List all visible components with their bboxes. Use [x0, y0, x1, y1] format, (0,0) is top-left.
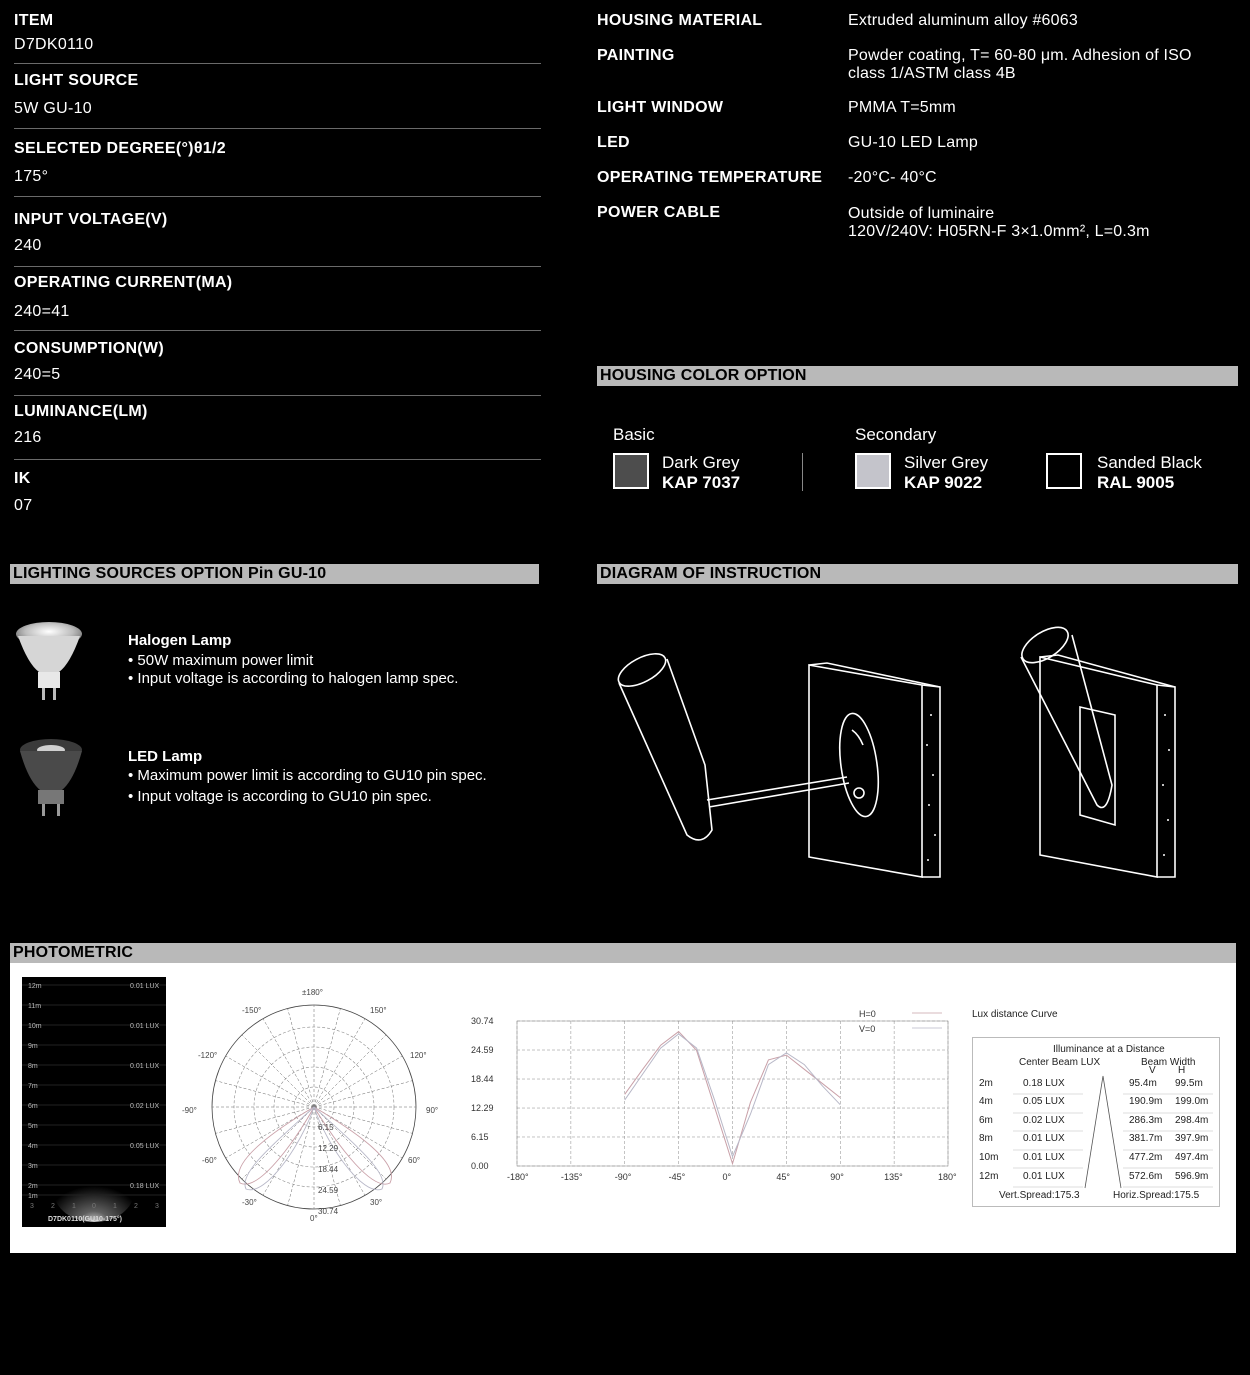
lux-row-distance: 8m	[979, 1133, 993, 1144]
divider	[14, 63, 541, 64]
lux-row-h-width: 397.9m	[1175, 1133, 1209, 1144]
lux-col-v: V	[1149, 1065, 1156, 1076]
spec-value-housing-material: Extruded aluminum alloy #6063	[848, 12, 1078, 29]
x-tick-label: -135°	[560, 1172, 583, 1182]
lux-row-distance: 10m	[979, 1152, 999, 1163]
divider	[14, 330, 541, 331]
color-code-dark-grey: KAP 7037	[662, 473, 741, 492]
polar-spoke	[314, 1035, 386, 1107]
spec-value-power-cable-line2: 120V/240V: H05RN-F 3×1.0mm², L=0.3m	[848, 223, 1150, 240]
spec-value-painting: Powder coating, T= 60-80 μm. Adhesion of ISO	[848, 47, 1192, 64]
spec-value-operating-current: 240=41	[14, 303, 70, 320]
legend-v0: V=0	[859, 1024, 876, 1034]
spec-label-operating-temperature: OPERATING TEMPERATURE	[597, 169, 823, 186]
y-tick-label: 12.29	[471, 1103, 494, 1114]
spec-value-led: GU-10 LED Lamp	[848, 134, 978, 151]
cone-lux: 0.01 LUX	[130, 1063, 160, 1070]
lux-row-distance: 12m	[979, 1171, 999, 1182]
x-tick-label: 0°	[722, 1172, 732, 1182]
divider	[14, 128, 541, 129]
cone-x-tick: 0	[92, 1203, 96, 1210]
lux-row-center: 0.01 LUX	[1023, 1133, 1065, 1144]
polar-angle-label: 60°	[408, 1156, 421, 1165]
polar-angle-label: 0°	[310, 1214, 318, 1223]
lux-row-v-width: 381.7m	[1129, 1133, 1163, 1144]
cone-lux: 0.05 LUX	[130, 1143, 160, 1150]
polar-angle-label: 90°	[426, 1106, 439, 1115]
spec-value-input-voltage: 240	[14, 237, 42, 254]
color-swatch-dark-grey	[613, 453, 649, 489]
polar-diagram	[180, 983, 460, 1223]
illuminance-cone	[22, 977, 166, 1227]
cone-distance: 6m	[28, 1103, 38, 1110]
polar-angle-label: 120°	[410, 1051, 427, 1060]
spec-label-selected-degree: SELECTED DEGREE(°)θ1/2	[14, 140, 226, 157]
lux-row-center: 0.02 LUX	[1023, 1115, 1065, 1126]
spec-value-light-window: PMMA T=5mm	[848, 99, 956, 116]
photometric-panel	[10, 963, 1236, 1253]
lux-row-v-width: 95.4m	[1129, 1078, 1157, 1089]
y-tick-label: 6.15	[471, 1131, 489, 1142]
polar-ring-label: 12.29	[318, 1144, 339, 1153]
spec-label-input-voltage: INPUT VOLTAGE(V)	[14, 211, 168, 228]
cone-lux: 0.01 LUX	[130, 983, 160, 990]
cone-distance: 8m	[28, 1063, 38, 1070]
lux-row-h-width: 199.0m	[1175, 1096, 1209, 1107]
polar-angle-label: -150°	[242, 1006, 262, 1015]
spec-label-operating-current: OPERATING CURRENT(MA)	[14, 274, 233, 291]
color-code-sanded-black: RAL 9005	[1097, 473, 1175, 492]
color-swatch-silver-grey	[855, 453, 891, 489]
divider	[14, 395, 541, 396]
lux-curve-title: Lux distance Curve	[972, 1009, 1058, 1020]
spec-label-light-window: LIGHT WINDOW	[597, 99, 724, 116]
cone-distance: 9m	[28, 1043, 38, 1050]
cone-x-tick: 1	[72, 1203, 76, 1210]
halogen-lamp-bullet-2: • Input voltage is according to halogen lamp spec.	[128, 670, 459, 687]
spec-value-power-cable: Outside of luminaire	[848, 205, 995, 222]
cone-distance: 4m	[28, 1143, 38, 1150]
x-tick-label: -180°	[507, 1172, 529, 1182]
x-tick-label: -45°	[668, 1172, 686, 1182]
led-lamp-icon	[18, 738, 84, 820]
halogen-lamp-bullet-1: • 50W maximum power limit	[128, 652, 314, 669]
spec-label-luminance: LUMINANCE(LM)	[14, 403, 148, 420]
cone-distance: 7m	[28, 1083, 38, 1090]
cone-distance: 2m	[28, 1183, 38, 1190]
x-tick-label: 135°	[884, 1172, 903, 1182]
spec-value-ik: 07	[14, 497, 33, 514]
halogen-lamp-icon	[14, 620, 84, 702]
y-tick-label: 24.59	[471, 1045, 494, 1056]
spec-label-housing-material: HOUSING MATERIAL	[597, 12, 763, 29]
intensity-line-chart	[450, 1003, 970, 1233]
polar-angle-label: ±180°	[302, 988, 323, 997]
spec-label-ik: IK	[14, 470, 31, 487]
lux-table-title: Illuminance at a Distance	[1053, 1044, 1165, 1055]
led-lamp-title: LED Lamp	[128, 748, 203, 765]
spec-label-painting: PAINTING	[597, 47, 675, 64]
polar-angle-label: -120°	[198, 1051, 218, 1060]
lux-row-center: 0.05 LUX	[1023, 1096, 1065, 1107]
spec-label-power-cable: POWER CABLE	[597, 204, 721, 221]
x-tick-label: 45°	[776, 1172, 790, 1182]
lux-row-h-width: 497.4m	[1175, 1152, 1209, 1163]
divider	[14, 459, 541, 460]
spec-label-light-source: LIGHT SOURCE	[14, 72, 139, 89]
spec-value-selected-degree: 175°	[14, 168, 49, 185]
lux-row-v-width: 572.6m	[1129, 1171, 1163, 1182]
housing-color-header: HOUSING COLOR OPTION	[597, 366, 1238, 386]
led-lamp-bullet-1: • Maximum power limit is according to GU10 pin spec.	[128, 767, 487, 784]
cone-caption: D7DK0110(GU10-175°)	[48, 1216, 123, 1223]
legend-h0: H=0	[859, 1009, 876, 1019]
color-name-silver-grey: Silver Grey	[904, 453, 989, 472]
polar-ring-label: 24.59	[318, 1186, 339, 1195]
polar-spoke	[263, 1019, 314, 1107]
secondary-label: Secondary	[855, 425, 937, 444]
y-tick-label: 30.74	[471, 1016, 494, 1026]
polar-ring-label: 6.15	[318, 1123, 334, 1132]
cone-distance: 10m	[28, 1023, 42, 1030]
x-tick-label: 180°	[938, 1172, 957, 1182]
polar-spoke	[314, 1056, 402, 1107]
cone-lux: 0.18 LUX	[130, 1183, 160, 1190]
horiz-spread: Horiz.Spread:175.5	[1113, 1190, 1200, 1201]
polar-angle-label: 150°	[370, 1006, 387, 1015]
polar-angle-label: -90°	[182, 1106, 197, 1115]
polar-ring-label: 18.44	[318, 1165, 339, 1174]
polar-spoke	[288, 1008, 314, 1107]
lux-row-h-width: 298.4m	[1175, 1115, 1209, 1126]
divider	[14, 196, 541, 197]
polar-spoke	[314, 1008, 340, 1107]
cone-lux: 0.01 LUX	[130, 1023, 160, 1030]
polar-spoke	[242, 1107, 314, 1179]
lux-row-v-width: 190.9m	[1129, 1096, 1163, 1107]
x-tick-label: 90°	[830, 1172, 844, 1182]
spec-label-consumption: CONSUMPTION(W)	[14, 340, 164, 357]
polar-ring-label: 30.74	[318, 1207, 339, 1216]
lux-row-center: 0.18 LUX	[1023, 1078, 1065, 1089]
lux-distance-table	[972, 1037, 1220, 1207]
lux-row-v-width: 477.2m	[1129, 1152, 1163, 1163]
color-name-dark-grey: Dark Grey	[662, 453, 740, 472]
spec-value-consumption: 240=5	[14, 366, 61, 383]
lux-row-distance: 6m	[979, 1115, 993, 1126]
cone-distance: 11m	[28, 1003, 42, 1010]
vert-spread: Vert.Spread:175.3	[999, 1190, 1080, 1201]
y-tick-label: 0.00	[471, 1161, 489, 1171]
x-tick-label: -90°	[614, 1172, 632, 1182]
lux-col-center: Center Beam LUX	[1019, 1057, 1101, 1068]
spec-value-luminance: 216	[14, 429, 42, 446]
polar-spoke	[226, 1056, 314, 1107]
led-lamp-bullet-2: • Input voltage is according to GU10 pin spec.	[128, 788, 432, 805]
lux-col-h: H	[1178, 1065, 1186, 1076]
lux-row-center: 0.01 LUX	[1023, 1152, 1065, 1163]
y-tick-label: 18.44	[471, 1074, 494, 1085]
lux-row-h-width: 596.9m	[1175, 1171, 1209, 1182]
lux-row-center: 0.01 LUX	[1023, 1171, 1065, 1182]
cone-distance: 3m	[28, 1163, 38, 1170]
polar-angle-label: -60°	[202, 1156, 217, 1165]
lux-row-distance: 4m	[979, 1096, 993, 1107]
color-name-sanded-black: Sanded Black	[1097, 453, 1202, 472]
cone-x-tick: 2	[134, 1203, 138, 1210]
color-swatch-sanded-black	[1046, 453, 1082, 489]
spec-label-led: LED	[597, 134, 630, 151]
color-code-silver-grey: KAP 9022	[904, 473, 983, 492]
polar-spoke	[314, 1019, 365, 1107]
lighting-sources-header: LIGHTING SOURCES OPTION Pin GU-10	[10, 564, 539, 584]
lux-row-distance: 2m	[979, 1078, 993, 1089]
polar-angle-label: 30°	[370, 1198, 383, 1207]
spec-label-item: ITEM	[14, 12, 54, 29]
cone-distance: 5m	[28, 1123, 38, 1130]
halogen-lamp-title: Halogen Lamp	[128, 632, 232, 649]
cone-lux: 0.02 LUX	[130, 1103, 160, 1110]
lux-row-h-width: 99.5m	[1175, 1078, 1203, 1089]
cone-distance: 1m	[28, 1193, 38, 1200]
polar-angle-label: -30°	[242, 1198, 257, 1207]
spec-value-painting-line2: class 1/ASTM class 4B	[848, 65, 1016, 82]
diagram-header: DIAGRAM OF INSTRUCTION	[597, 564, 1238, 584]
lux-row-v-width: 286.3m	[1129, 1115, 1163, 1126]
cone-x-tick: 3	[30, 1203, 34, 1210]
cone-x-tick: 2	[51, 1203, 55, 1210]
basic-label: Basic	[613, 425, 655, 444]
divider	[802, 453, 803, 491]
divider	[14, 266, 541, 267]
spec-value-light-source: 5W GU-10	[14, 100, 92, 117]
polar-spoke	[242, 1035, 314, 1107]
spec-value-item: D7DK0110	[14, 36, 94, 53]
spec-value-operating-temperature: -20°C- 40°C	[848, 169, 937, 186]
lux-col-width: Beam Width	[1141, 1057, 1196, 1068]
cone-distance: 12m	[28, 983, 42, 990]
cone-x-tick: 3	[155, 1203, 159, 1210]
cone-x-tick: 1	[113, 1203, 117, 1210]
photometric-header: PHOTOMETRIC	[10, 943, 1236, 963]
installation-diagram	[597, 615, 1237, 895]
